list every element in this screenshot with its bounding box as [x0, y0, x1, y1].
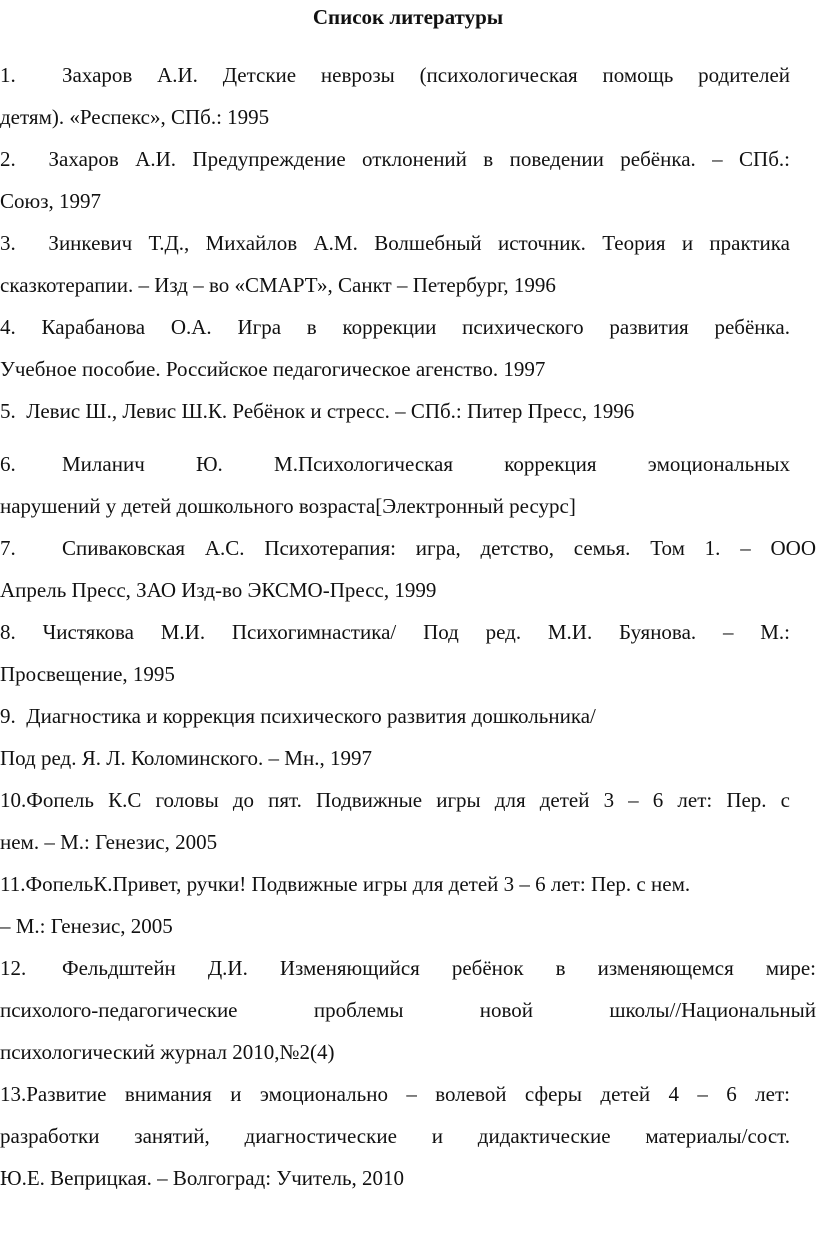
reference-text: Спиваковская А.С. Психотерапия: игра, детство, семья. Том 1. – ООО — [62, 536, 816, 560]
reference-text: Фельдштейн Д.И. Изменяющийся ребёнок в изменяющемся мире: — [62, 956, 816, 980]
reference-text: Захаров А.И. Детские неврозы (психологическая помощь родителей — [62, 63, 790, 87]
reference-text: нем. – М.: Генезис, 2005 — [0, 830, 218, 854]
reference-number: 3. — [0, 231, 16, 255]
reference-text: Миланич Ю. М.Психологическая коррекция эмоциональных — [62, 452, 790, 476]
reference-text: психолого-педагогические проблемы новой школы//Национальный — [0, 998, 816, 1022]
reference-text: Диагностика и коррекция психического развития дошкольника/ — [26, 704, 596, 728]
reference-item-7 — [0, 527, 816, 611]
reference-number: 7. — [0, 536, 16, 560]
reference-item-2 — [0, 138, 790, 222]
reference-text: Карабанова О.А. Игра в коррекции психического развития ребёнка. — [41, 315, 790, 339]
reference-text: Фопель К.С головы до пят. Подвижные игры для детей 3 – 6 лет: Пер. с — [26, 788, 790, 812]
reference-number: 9. — [0, 704, 16, 728]
reference-item-1 — [0, 54, 790, 138]
reference-item-13 — [0, 1073, 790, 1199]
reference-text: Левис Ш., Левис Ш.К. Ребёнок и стресс. – СПб.: Питер Пресс, 1996 — [26, 399, 635, 423]
reference-number: 12. — [0, 956, 27, 980]
reference-text: Захаров А.И. Предупреждение отклонений в поведении ребёнка. – СПб.: — [48, 147, 790, 171]
reference-item-12 — [0, 947, 816, 1073]
reference-item-9 — [0, 695, 790, 779]
reference-text: нарушений у детей дошкольного возраста[Электронный ресурс] — [0, 494, 576, 518]
reference-item-10 — [0, 779, 790, 863]
reference-number: 10. — [0, 788, 27, 812]
reference-number: 13. — [0, 1082, 27, 1106]
reference-text: Ю.Е. Веприцкая. – Волгоград: Учитель, 2010 — [0, 1166, 405, 1190]
reference-item-5 — [0, 390, 790, 432]
reference-number: 1. — [0, 63, 16, 87]
reference-text: детям). «Респекс», СПб.: 1995 — [0, 105, 270, 129]
reference-item-8 — [0, 611, 790, 695]
reference-text: психологический журнал 2010,№2(4) — [0, 1040, 335, 1064]
reference-text: Под ред. Я. Л. Коломинского. – Мн., 1997 — [0, 746, 372, 770]
reference-text: сказкотерапии. – Изд – во «СМАРТ», Санкт – Петербург, 1996 — [0, 273, 556, 297]
reference-text: ФопельК.Привет, ручки! Подвижные игры для детей 3 – 6 лет: Пер. с нем. — [25, 872, 691, 896]
reference-text: – М.: Генезис, 2005 — [0, 914, 173, 938]
document-title: Список литературы — [312, 5, 504, 29]
reference-text: разработки занятий, диагностические и дидактические материалы/сост. — [0, 1124, 790, 1148]
reference-text: Развитие внимания и эмоционально – волевой сферы детей 4 – 6 лет: — [26, 1082, 790, 1106]
reference-item-11 — [0, 863, 790, 947]
reference-item-3 — [0, 222, 790, 306]
reference-item-4 — [0, 306, 790, 390]
reference-number: 8. — [0, 620, 16, 644]
reference-text: Союз, 1997 — [0, 189, 101, 213]
reference-item-6 — [0, 443, 790, 527]
reference-text: Учебное пособие. Российское педагогическое агенство. 1997 — [0, 357, 546, 381]
reference-text: Просвещение, 1995 — [0, 662, 175, 686]
reference-number: 5. — [0, 399, 16, 423]
reference-number: 4. — [0, 315, 16, 339]
reference-number: 6. — [0, 452, 16, 476]
reference-text: Чистякова М.И. Психогимнастика/ Под ред. М.И. Буянова. – М.: — [42, 620, 791, 644]
reference-text: Зинкевич Т.Д., Михайлов А.М. Волшебный источник. Теория и практика — [48, 231, 790, 255]
reference-number: 11. — [0, 872, 26, 896]
reference-number: 2. — [0, 147, 16, 171]
reference-text: Апрель Пресс, ЗАО Изд-во ЭКСМО-Пресс, 1999 — [0, 578, 437, 602]
